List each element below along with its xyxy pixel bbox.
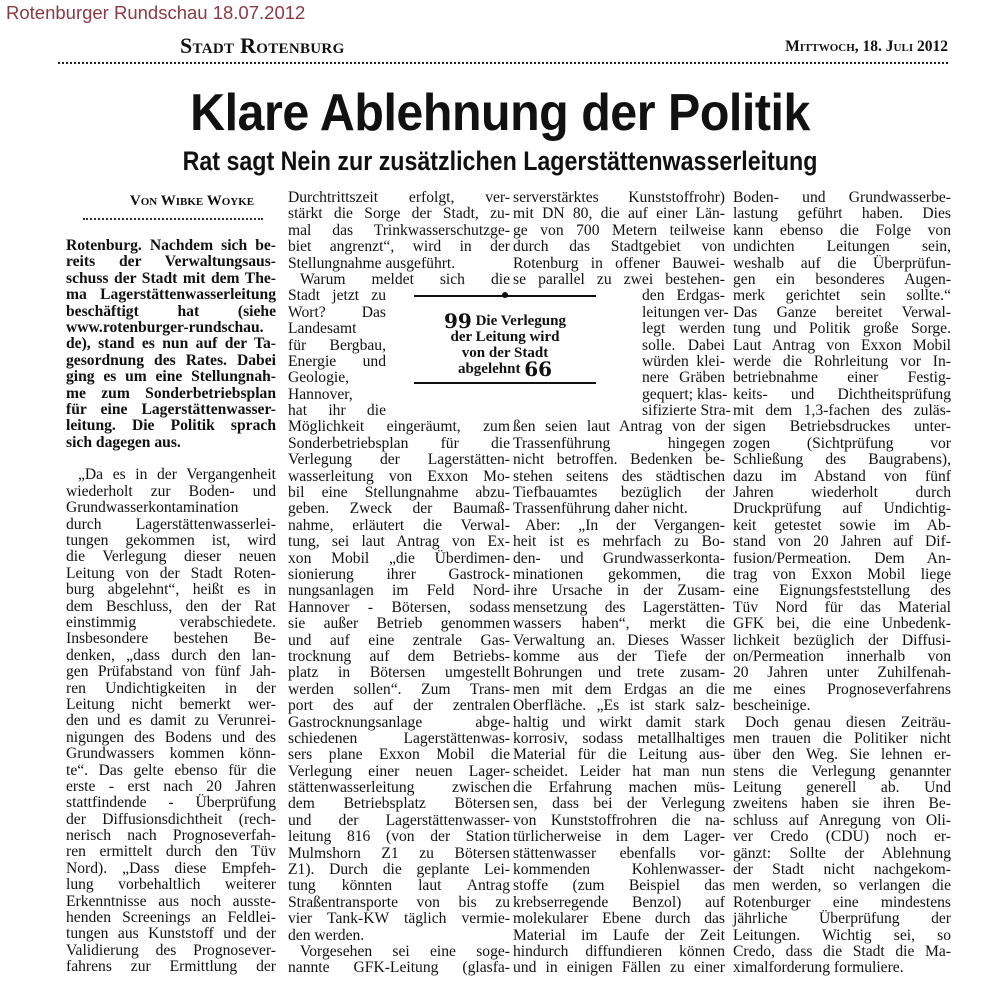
text-line: sifizierte Stra-	[642, 402, 731, 420]
text-line: on/Permeation innerhalb von	[733, 647, 951, 665]
text-line: scheidet. Leider hat man nun	[513, 762, 725, 780]
text-line: Hannover - Bötersen, sodass	[288, 598, 510, 616]
text-line: tung könnten laut Antrag	[288, 877, 510, 895]
text-line: xon Mobil „die Überdimen-	[288, 549, 510, 567]
pullquote-ornament	[502, 292, 508, 298]
text-line: henden Screenings an Feldlei-	[66, 909, 276, 927]
text-line: ren ermittelt durch den Tüv	[66, 843, 276, 861]
text-line: gesordnung des Rates. Dabei	[66, 351, 276, 369]
text-line: und in einigen Fällen zu einer	[513, 959, 725, 977]
text-line: „Da es in der Vergangenheit	[78, 466, 276, 484]
text-line: leitung 816 (von der Station	[288, 828, 510, 846]
text-line: 20 Jahren unter Zuhilfenah-	[733, 664, 951, 682]
text-line: Grundwassers kommen könn-	[66, 745, 276, 763]
article-column-3	[513, 189, 731, 977]
text-line: Bohrungen und trete zusam-	[513, 664, 725, 682]
text-line: Aber: „In der Vergangen-	[525, 516, 725, 534]
text-line: Rotenburg. Nachdem sich be-	[66, 237, 276, 254]
text-line: Stadt jetzt zu	[288, 287, 386, 305]
text-line: ximalforderung formuliere.	[733, 959, 904, 977]
text-line: Leitungen. Wichtig sei, so	[733, 926, 951, 944]
body-text	[66, 467, 276, 975]
text-line: kommenden Kohlenwasser-	[513, 861, 725, 879]
text-line: stättenwasserleitung zwischen	[288, 779, 510, 797]
text-line: men mit dem Erdgas an die	[513, 680, 725, 698]
text-line: erste - erst nach 20 Jahren	[66, 777, 276, 795]
paragraph-gap	[66, 451, 276, 467]
text-line: geben. Zweck der Baumaß-	[288, 500, 510, 518]
text-line: zweitens haben sie ihren Be-	[733, 795, 951, 813]
text-line: die Verlegung dieser neuen	[66, 548, 276, 566]
text-line: Insbesondere bestehen Be-	[66, 630, 276, 648]
text-line: tungen gekommen ist, wird	[66, 532, 276, 550]
text-line: zogen (Sichtprüfung vor	[733, 434, 951, 452]
body-text	[288, 419, 510, 976]
text-line: fahrens zur Ermittlung der	[66, 958, 276, 976]
text-line: Material im Laufe der Zeit	[513, 926, 725, 944]
text-line: den werden.	[288, 926, 365, 944]
text-line: ging es um eine Stellungnah-	[66, 368, 276, 386]
text-line: Verlegung der Lagerstätten-	[288, 451, 510, 469]
text-line: sie außer Betrieb genommen	[288, 615, 510, 633]
text-line: nigungen des Bodens und des	[66, 728, 276, 746]
text-line: Hannover,	[288, 385, 353, 403]
text-line: Energie und	[288, 352, 386, 370]
text-line: lichkeit bezüglich der Diffusi-	[733, 631, 951, 649]
text-line: stens die Verlegung genannter	[733, 762, 951, 780]
text-line: stättenwasser ebenfalls vor-	[513, 844, 725, 862]
text-line: haltig und wirkt damit stark	[513, 713, 725, 731]
text-line: schiedenen Lagerstättenwas-	[288, 729, 510, 747]
text-line: werde die Rohrleitung vor In-	[733, 352, 951, 370]
text-line: Tiefbauamtes bezüglich der	[513, 484, 725, 502]
text-line: men werden, so verlangen die	[733, 877, 951, 895]
text-line: platz in Bötersen umgestellt	[288, 664, 510, 682]
text-line: stärkt die Sorge der Stadt, zu-	[288, 205, 510, 223]
text-line: und der Lagerstättenwasser-	[288, 811, 510, 829]
article-column-1	[66, 238, 276, 976]
text-line: me zum Sonderbetriebsplan	[66, 384, 276, 402]
text-line: Geologie,	[288, 369, 350, 387]
text-line: Doch genau diesen Zeiträu-	[745, 713, 951, 731]
text-line: bil eine Stellungnahme abzu-	[288, 484, 510, 502]
text-line: Warum meldet sich die	[300, 270, 510, 288]
text-line: der Stadt nicht nachgekom-	[733, 861, 951, 879]
text-line: Material für die Leitung aus-	[513, 746, 725, 764]
text-line: sich dagegen aus.	[66, 433, 181, 451]
text-line: Jahren wiederholt durch	[733, 484, 951, 502]
text-line: gequert; klas-	[642, 385, 728, 403]
text-line: Credo, dass die Stadt die Ma-	[733, 942, 951, 960]
text-line: krebserregende Benzol) auf	[513, 893, 725, 911]
text-line: nerisch nach Prognoseverfah-	[66, 827, 276, 845]
pullquote-line: 99 Die Verlegung	[443, 309, 566, 333]
text-line: nannte GFK-Leitung (glasfa-	[288, 959, 510, 977]
text-line: dem Betriebsplatz Bötersen	[288, 795, 510, 813]
text-line: vier Tank-KW täglich vermie-	[288, 910, 510, 928]
pullquote-line: der Leitung wird	[450, 329, 560, 345]
text-line: Leitung generell ab. Und	[733, 779, 951, 797]
pullquote	[414, 309, 596, 381]
text-line: türlicherweise in dem Lager-	[513, 828, 725, 846]
text-line: Vorgesehen sei eine soge-	[300, 942, 510, 960]
pullquote-line: abgelehnt 66	[457, 357, 553, 381]
text-line: Erkenntnisse aus noch ausste-	[66, 892, 276, 910]
text-line: Verlegung einer neuen Lager-	[288, 762, 510, 780]
text-line: ma Lagerstättenwasserleitung	[66, 286, 276, 304]
text-line: die Erfahrung machen müs-	[513, 779, 725, 797]
text-line: leitung. Die Politik sprach	[66, 417, 276, 435]
article-column-2	[288, 190, 510, 977]
text-line: ßen seien laut Antrag von der	[513, 418, 725, 436]
text-line: wiederholt zur Boden- und	[66, 482, 276, 500]
text-line: legt werden	[642, 320, 725, 338]
text-line: Mulmshorn Z1 zu Bötersen	[288, 844, 510, 862]
text-line: Rotenburger eine mindestens	[733, 893, 951, 911]
body-text-wrapped	[288, 288, 386, 419]
source-caption: Rotenburger Rundschau 18.07.2012	[6, 2, 306, 23]
body-text-wrapped	[642, 287, 731, 420]
text-line: Laut Antrag von Exxon Mobil	[733, 336, 951, 354]
text-line: für eine Lagerstättenwasser-	[66, 400, 276, 418]
text-line: tung, sei laut Antrag von Ex-	[288, 533, 510, 551]
byline: Von Wibke Woyke	[129, 193, 255, 209]
text-line: merk gerichtet sein sollte.“	[733, 287, 951, 305]
open-quote-mark: 99	[443, 309, 472, 333]
text-line: te“. Das gelte ebenso für die	[66, 761, 276, 779]
text-line: Boden- und Grundwasserbe-	[733, 189, 951, 206]
text-line: gänzt: Sollte der Ablehnung	[733, 844, 951, 862]
text-line: der Diffusionsdichtheit (rech-	[66, 810, 276, 828]
text-line: Trassenführung daher nicht.	[513, 500, 688, 518]
text-line: mal das Trinkwasserschutzge-	[288, 221, 510, 239]
subheadline: Rat sagt Nein zur zusätzlichen Lagerstättenwasserleitung	[182, 146, 818, 176]
text-line: Druckprüfung auf Undichtig-	[733, 500, 951, 518]
text-line: mit dem 1,3-fachen des zuläs-	[733, 402, 951, 420]
text-line: undichten Leitungen sein,	[733, 238, 951, 256]
text-line: mit DN 80, die auf einer Län-	[513, 205, 725, 223]
text-line: wasserleitung von Exxon Mo-	[288, 467, 510, 485]
text-line: lung vorbehaltlich weiterer	[66, 876, 276, 894]
text-line: Straßentransporte von bis zu	[288, 893, 510, 911]
text-line: biet angrenzt“, wird in der	[288, 238, 510, 256]
text-line: GFK bei, die eine Unbedenk-	[733, 615, 951, 633]
text-line: Landesamt	[288, 320, 357, 338]
text-line: durch das Stadtgebiet von	[513, 238, 725, 256]
text-line: kann ebenso die Folge von	[733, 221, 951, 239]
text-line: bescheinige.	[733, 697, 811, 715]
pullquote-line: von der Stadt	[461, 345, 549, 361]
text-line: nahme, erläutert die Verwal-	[288, 516, 510, 534]
text-line: einstimmig verabschiedete.	[66, 613, 276, 631]
body-text	[513, 190, 725, 288]
text-line: schluss auf Anregung von Oli-	[733, 811, 951, 829]
text-line: stand von 20 Jahren auf Dif-	[733, 533, 951, 551]
text-line: port des auf der zentralen	[288, 697, 510, 715]
body-text	[733, 190, 951, 977]
text-line: dem Beschluss, den der Rat	[66, 597, 276, 615]
text-line: keits- und Dichtheitsprüfung	[733, 385, 951, 403]
text-line: www.rotenburger-rundschau.	[66, 318, 264, 336]
text-line: denken, „dass durch den lan-	[66, 646, 276, 664]
text-line: Nord). „Dass diese Empfeh-	[66, 859, 276, 877]
text-line: men trauen die Politiker nicht	[733, 729, 951, 747]
close-quote-mark: 66	[524, 357, 553, 381]
byline-divider	[83, 218, 263, 220]
text-line: tungen aus Kunststoff und der	[66, 925, 276, 943]
text-line: Stellungnahme ausgeführt.	[288, 254, 456, 272]
text-line: Oberfläche. „Es ist stark salz-	[513, 697, 725, 715]
text-line: solle. Dabei	[642, 336, 725, 354]
text-line: Das Ganze bereitet Verwal-	[733, 303, 951, 321]
text-line: Durchtrittszeit erfolgt, ver-	[288, 189, 510, 206]
text-line: reits der Verwaltungsaus-	[66, 253, 276, 271]
header-divider	[58, 62, 948, 64]
text-line: lastung geführt haben. Dies	[733, 205, 951, 223]
text-line: nicht betroffen. Bedenken be-	[513, 451, 725, 469]
text-line: Schließung des Baugrabens),	[733, 451, 951, 469]
text-line: ihre Ursache in der Zusam-	[513, 582, 725, 600]
text-line: Validierung des Prognosever-	[66, 941, 276, 959]
text-line: ren Undichtigkeiten in der	[66, 679, 276, 697]
text-line: fusion/Permeation. Dem An-	[733, 549, 951, 567]
text-line: Rotenburg in offener Bauwei-	[513, 254, 725, 272]
text-line: den- und Grundwasserkonta-	[513, 549, 725, 567]
text-line: korrosiv, sodass metallhaltiges	[513, 729, 725, 747]
text-line: über den Weg. Sie lehnen er-	[733, 746, 951, 764]
text-line: weshalb auf die Überprüfun-	[733, 254, 951, 272]
text-line: werden sollen“. Zum Trans-	[288, 680, 510, 698]
article-column-4	[733, 190, 951, 977]
text-line: de), stand es nun auf der Ta-	[66, 335, 276, 353]
text-line: eine Eignungsfeststellung des	[733, 582, 951, 600]
text-line: gen Prüfabstand von fünf Jah-	[66, 663, 276, 681]
text-line: für Bergbau,	[288, 336, 386, 354]
text-line: und auf eine zentrale Gas-	[288, 631, 510, 649]
body-text	[513, 419, 725, 976]
text-line: sionierung ihrer Gastrock-	[288, 565, 510, 583]
text-line: Gastrocknungsanlage abge-	[288, 713, 510, 731]
text-line: von Kunststoffrohren die na-	[513, 811, 725, 829]
text-line: Trassenführung hingegen	[513, 434, 725, 452]
text-line: Leitung von der Stadt Roten-	[66, 564, 276, 582]
text-line: tung und Politik große Sorge.	[733, 320, 951, 338]
text-line: Verwaltung an. Dieses Wasser	[513, 631, 725, 649]
text-line: se parallel zu zwei bestehen-	[513, 270, 725, 288]
text-line: schuss der Stadt mit dem The-	[66, 269, 276, 287]
text-line: den und es damit zu Verunrei-	[66, 712, 276, 730]
text-line: minationen gekommen, die	[513, 565, 725, 583]
text-line: me eines Prognoseverfahrens	[733, 680, 951, 698]
text-line: Möglichkeit eingeräumt, zum	[288, 418, 510, 436]
text-line: Wort? Das	[288, 303, 386, 321]
text-line: heit ist es mehrfach zu Bo-	[513, 533, 725, 551]
text-line: nere Gräben	[642, 369, 725, 387]
text-line: hindurch diffundieren können	[513, 942, 725, 960]
text-line: nungsanlagen im Feld Nord-	[288, 582, 510, 600]
text-line: trocknung auf dem Betriebs-	[288, 647, 510, 665]
text-line: serverstärktes Kunststoffrohr)	[513, 189, 725, 206]
text-line: jährliche Überprüfung der	[733, 910, 951, 928]
text-line: dazu im Abstand von fünf	[733, 467, 951, 485]
text-line: beschäftigt hat (siehe	[66, 302, 276, 320]
section-title: Stadt Rotenburg	[180, 33, 345, 58]
text-line: komme aus der Tiefe der	[513, 647, 725, 665]
text-line: hat ihr die	[288, 402, 386, 420]
text-line: gen ein besonderes Augen-	[733, 270, 951, 288]
text-line: betriebnahme einer Festig-	[733, 369, 951, 387]
lead-paragraph	[66, 238, 276, 451]
headline: Klare Ablehnung der Politik	[190, 84, 810, 142]
text-line: den Erdgas-	[642, 287, 725, 305]
text-line: ge von 700 Metern teilweise	[513, 221, 725, 239]
text-line: stehen seitens des städtischen	[513, 467, 725, 485]
text-line: Tüv Nord für das Material	[733, 598, 951, 616]
text-line: molekularer Ebene durch das	[513, 910, 725, 928]
text-line: Leitung nicht bemerkt wer-	[66, 695, 276, 713]
text-line: durch Lagerstättenwasserlei-	[66, 515, 276, 533]
text-line: burg abgelehnt“, heißt es in	[66, 581, 276, 599]
dateline: Mittwoch, 18. Juli 2012	[785, 38, 948, 55]
text-line: ver Credo (CDU) noch er-	[733, 828, 951, 846]
text-line: mensetzung des Lagerstätten-	[513, 598, 725, 616]
text-line: sers plane Exxon Mobil die	[288, 746, 510, 764]
text-line: stattfindende - Überprüfung	[66, 794, 276, 812]
text-line: Z1). Durch die geplante Lei-	[288, 861, 510, 879]
text-line: wassers haben“, merkt die	[513, 615, 725, 633]
text-line: Sonderbetriebsplan für die	[288, 434, 510, 452]
text-line: sen, dass bei der Verlegung	[513, 795, 725, 813]
body-text	[288, 190, 510, 288]
text-line: leitungen ver-	[642, 303, 729, 321]
pullquote-rule-bottom	[414, 382, 596, 384]
text-line: stoffe (zum Beispiel das	[513, 877, 725, 895]
text-line: sigen Betriebsdruckes unter-	[733, 418, 951, 436]
text-line: Grundwasserkontamination	[66, 499, 239, 517]
text-line: würden klei-	[642, 352, 725, 370]
text-line: keit getestet sowie im Ab-	[733, 516, 951, 534]
text-line: trag von Exxon Mobil liege	[733, 565, 951, 583]
